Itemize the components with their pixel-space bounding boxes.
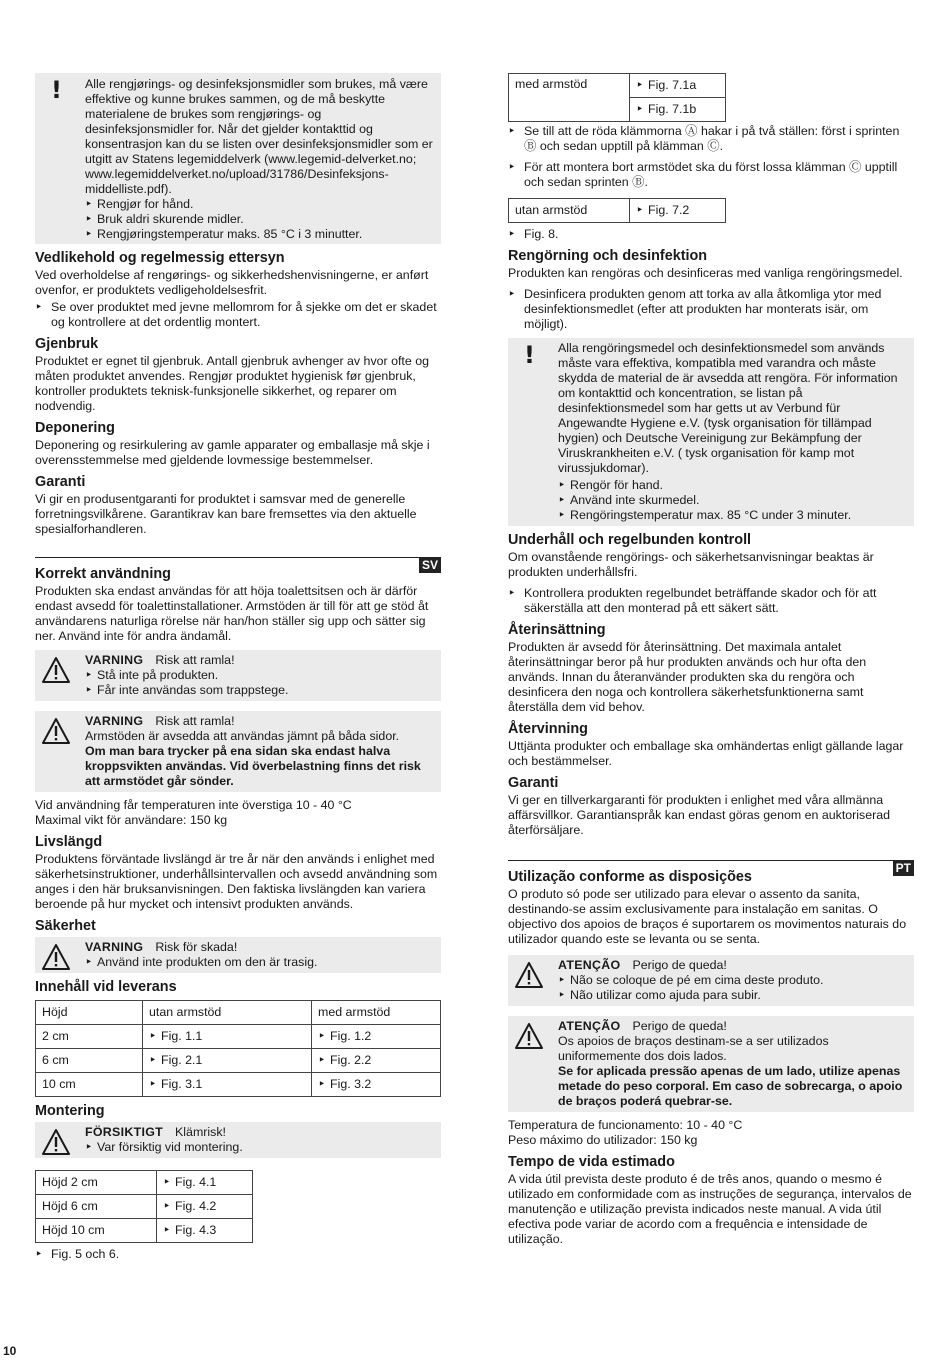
fig-ref: ‣ Fig. 7.1a <box>636 78 696 92</box>
fig-ref: ‣ Fig. 4.3 <box>163 1223 216 1237</box>
table-cell <box>143 1049 312 1073</box>
table-row <box>36 1171 253 1195</box>
warning-bullet: ‣ Använd inte produkten om den är trasig. <box>85 955 433 970</box>
warning-risk: Perigo de queda! <box>632 958 727 972</box>
fig-ref: ‣ Fig. 4.1 <box>163 1175 216 1189</box>
language-badge: SV <box>419 557 441 573</box>
delivery-table <box>35 1000 441 1097</box>
exclamation-icon: ! <box>524 341 535 369</box>
fig-ref: ‣ Fig. 3.1 <box>149 1077 202 1091</box>
max-weight-text: Maximal vikt för användare: 150 kg <box>35 813 228 827</box>
table-cell <box>157 1171 253 1195</box>
table-row <box>36 1049 441 1073</box>
section-title: Tempo de vida estimado <box>508 1154 675 1170</box>
fig-ref: ‣ Fig. 5 och 6. <box>35 1247 441 1262</box>
warning-label: VARNING <box>85 714 144 728</box>
warning-label: VARNING <box>85 653 144 667</box>
section-title: Montering <box>35 1103 105 1119</box>
fig-ref: ‣ Fig. 1.1 <box>149 1029 202 1043</box>
table-row <box>36 1073 441 1097</box>
warning-risk: Risk att ramla! <box>155 653 235 667</box>
instruction-bullet: ‣ Se till att de röda klämmorna Ⓐ hakar i på två ställen: först i sprinten Ⓑ och sedan upptill på klämman Ⓒ. <box>508 124 914 154</box>
section-title: Innehåll vid leverans <box>35 979 177 995</box>
note-bullet: ‣ Rengjøringstemperatur maks. 85 °C i 3 minutter. <box>85 227 433 242</box>
section-title: Garanti <box>508 775 559 791</box>
section-bullet: ‣ Kontrollera produkten regelbundet beträffande skador och för att säkerställa att den monterad på ett säkert sätt. <box>508 586 914 616</box>
section-text: Vi ger en tillverkargaranti för produkten i enlighet med våra allmänna affärsvillkor. Garantianspråk kan endast göras genom en auktoriserad återförsäljare. <box>508 793 891 837</box>
warning-box <box>508 1016 914 1112</box>
fig-ref: ‣ Fig. 4.2 <box>163 1199 216 1213</box>
warning-triangle-icon <box>41 1128 71 1156</box>
warning-risk: Perigo de queda! <box>632 1019 727 1033</box>
warning-bullet: ‣ Não utilizar como ajuda para subir. <box>558 988 906 1003</box>
caution-bullet: ‣ Var försiktig vid montering. <box>85 1140 433 1155</box>
warning-bold-text: Om man bara trycker på ena sidan ska endast halva kroppsvikten användas. Vid överbelastning finns det risk att armstödet går sönder. <box>85 744 421 788</box>
fig-ref: ‣ Fig. 7.1b <box>636 102 696 116</box>
warning-box <box>35 937 441 973</box>
warning-box <box>508 955 914 1006</box>
section-text: Produkten är avsedd för återinsättning. Det maximala antalet återinsättningar beror på hur produkten används och hur ofta den används. Innan du återanvänder produkten ska du rengöra och desinficera den noga och kontrollera säkerhetsfunktionerna samt återställa dem vid behov. <box>508 640 867 714</box>
table-cell <box>157 1219 253 1243</box>
note-text: Alla rengöringsmedel och desinfektionsmedel som används måste vara effektiva, kompatibla med varandra och måste skydda de material de är avsedda att rengöra. För information om kontakttid och koncentration, se listan på desinfektionsmedel som har getts ut av Verbund für Angewandte Hygiene e.V. (tysk organisation för tillämpad hygien) och Deutsche Vereinigung zur Bekämpfung der Viruskrankheiten e.V. ( tysk organisation för kamp mot virussjukdomar). <box>558 341 898 475</box>
section-title: Underhåll och regelbunden kontroll <box>508 532 752 548</box>
caution-risk: Klämrisk! <box>175 1125 226 1139</box>
warning-bold-text: Se for aplicada pressão apenas de um lado, utilize apenas metade do peso corporal. Em caso de sobrecarga, o apoio de braços poderá quebrar-se. <box>558 1064 903 1108</box>
pt-section-header <box>508 860 914 886</box>
table-row <box>36 1025 441 1049</box>
section-title: Gjenbruk <box>35 336 99 352</box>
note-bullet: ‣ Använd inte skurmedel. <box>558 493 906 508</box>
note-bullet: ‣ Bruk aldri skurende midler. <box>85 212 433 227</box>
note-text: Alle rengjørings- og desinfeksjonsmidler som brukes, må være effektive og kunne brukes sammen, og de må beskytte materialene de brukes som rengjørings- og desinfeksjonsmidler for. Når det gjelder kontakttid og konsentrasjon kan du se listen over desinfeksjonsmidler som er utgitt av Statens legemiddelverk (www.legemid-delverket.no; www.legemiddelverket.no/upload/31786/Desinfeksjons-middelliste.pdf). <box>85 77 433 196</box>
warning-box <box>35 650 441 701</box>
table-cell <box>312 1073 441 1097</box>
table-row <box>509 74 726 98</box>
section-title: Återinsättning <box>508 622 606 638</box>
warning-risk: Risk att ramla! <box>155 714 235 728</box>
table-header-row <box>36 1001 441 1025</box>
table-header-cell: Höjd <box>36 1001 143 1025</box>
section-text: Produktet er egnet til gjenbruk. Antall gjenbruk avhenger av hvor ofte og måten produktet anvendes. Rengjør produktet hygienisk før gjenbruk, kontroller produktets teknisk-funksjonelle sikkerhet, og reparer om nodvendig. <box>35 354 429 413</box>
warning-triangle-icon <box>514 961 544 989</box>
warning-bullet: ‣ Får inte användas som trappstege. <box>85 683 433 698</box>
language-badge: PT <box>893 860 914 876</box>
warning-text: Armstöden är avsedda att användas jämnt på båda sidor. <box>85 729 400 743</box>
table-row <box>509 199 726 223</box>
left-column <box>35 73 441 1262</box>
warning-risk: Risk för skada! <box>155 940 238 954</box>
sv-section-header <box>35 557 441 583</box>
table-cell: 10 cm <box>36 1073 143 1097</box>
table-cell <box>630 98 726 122</box>
temperature-text: Vid användning får temperaturen inte överstiga 10 - 40 °C <box>35 798 352 812</box>
section-text: Vi gir en produsentgaranti for produktet i samsvar med de generelle forretningsvilkårene. Garantikrav kan bare fremsettes via den aktuelle spesialforhandleren. <box>35 492 417 536</box>
warning-triangle-icon <box>41 656 71 684</box>
caution-label: FÖRSIKTIGT <box>85 1125 164 1139</box>
instruction-bullet: ‣ För att montera bort armstödet ska du först lossa klämman Ⓒ upptill och sedan sprinten Ⓑ. <box>508 160 914 190</box>
section-text: O produto só pode ser utilizado para elevar o assento da sanita, destinando-se assim exclusivamente para instalação em sanitas. O objectivo dos apoios de braços é suportarem os movimentos naturais do utilizador quando este se levanta ou se senta. <box>508 887 907 946</box>
table-cell: 6 cm <box>36 1049 143 1073</box>
table-cell <box>630 74 726 98</box>
table-cell: Höjd 6 cm <box>36 1195 157 1219</box>
section-title: Korrekt användning <box>35 566 171 582</box>
warning-label: VARNING <box>85 940 144 954</box>
mount-table <box>35 1170 253 1243</box>
sv-disinfectant-note <box>508 338 914 526</box>
warning-text: Os apoios de braços destinam-se a ser utilizados uniformemente dos dois lados. <box>558 1034 829 1063</box>
exclamation-icon: ! <box>51 76 62 104</box>
section-text: A vida útil prevista deste produto é de três anos, quando o mesmo é utilizado em conformidade com as instruções de segurança, intervalos de manutenção e utilização prevista indicados neste manual. A vida útil efectiva pode variar de acordo com a frequência e intensidade de utilização. <box>508 1172 912 1246</box>
section-text: Ved overholdelse af rengørings- og sikkerhedshenvisningerne, er anført ovenfor, er produktets vedligeholdelsesfrit. <box>35 268 429 297</box>
table-cell: med armstöd <box>509 74 630 122</box>
section-title: Säkerhet <box>35 918 96 934</box>
warning-label: ATENÇÃO <box>558 958 621 972</box>
section-title: Rengörning och desinfektion <box>508 248 708 264</box>
caution-box <box>35 1122 441 1158</box>
fig-ref: ‣ Fig. 7.2 <box>636 203 689 217</box>
table-cell <box>143 1073 312 1097</box>
section-title: Deponering <box>35 420 115 436</box>
table-header-cell: med armstöd <box>312 1001 441 1025</box>
table-cell <box>630 199 726 223</box>
table-cell <box>312 1049 441 1073</box>
section-text: Produktens förväntade livslängd är tre år när den används i enlighet med säkerhetsinstruktioner, underhållsintervallen och avsedd användning som anges i den här bruksanvisningen. Den faktiska livslängden kan variera beroende på hur mycket och intensivt produkten används. <box>35 852 438 911</box>
section-title: Återvinning <box>508 721 588 737</box>
table-cell: 2 cm <box>36 1025 143 1049</box>
table-cell: Höjd 10 cm <box>36 1219 157 1243</box>
warning-label: ATENÇÃO <box>558 1019 621 1033</box>
no-armrest-table <box>508 198 726 223</box>
fig-ref: ‣ Fig. 8. <box>508 227 914 242</box>
table-cell <box>157 1195 253 1219</box>
section-title: Utilização conforme as disposições <box>508 869 752 885</box>
temperature-text: Temperatura de funcionamento: 10 - 40 °C <box>508 1118 743 1132</box>
table-cell <box>312 1025 441 1049</box>
page-number: 10 <box>3 1344 17 1358</box>
warning-triangle-icon <box>41 943 71 971</box>
table-cell: Höjd 2 cm <box>36 1171 157 1195</box>
warning-bullet: ‣ Não se coloque de pé em cima deste produto. <box>558 973 906 988</box>
table-header-cell: utan armstöd <box>143 1001 312 1025</box>
section-text: Om ovanstående rengörings- och säkerhetsanvisningar beaktas är produkten underhållsfri. <box>508 550 874 579</box>
fig-ref: ‣ Fig. 2.2 <box>318 1053 371 1067</box>
section-text: Deponering og resirkulering av gamle apparater og emballasje må skje i overensstemmelse med gjeldende lovmessige bestemmelser. <box>35 438 430 467</box>
note-bullet: ‣ Rengör för hand. <box>558 478 906 493</box>
section-bullet: ‣ Se over produktet med jevne mellomrom for å sjekke om det er skadet og kontrollere at det ordentlig montert. <box>35 300 441 330</box>
section-bullet: ‣ Desinficera produkten genom att torka av alla åtkomliga ytor med desinfektionsmedlet (efter att produkten har monterats isär, om möjligt). <box>508 287 914 332</box>
note-bullet: ‣ Rengöringstemperatur max. 85 °C under 3 minuter. <box>558 508 906 523</box>
section-title: Vedlikehold og regelmessig ettersyn <box>35 250 285 266</box>
right-column <box>508 73 914 1247</box>
note-bullet: ‣ Rengjør for hånd. <box>85 197 433 212</box>
max-weight-text: Peso máximo do utilizador: 150 kg <box>508 1133 698 1147</box>
section-title: Livslängd <box>35 834 103 850</box>
fig-ref: ‣ Fig. 2.1 <box>149 1053 202 1067</box>
warning-triangle-icon <box>514 1022 544 1050</box>
fig-ref: ‣ Fig. 3.2 <box>318 1077 371 1091</box>
table-cell: utan armstöd <box>509 199 630 223</box>
section-text: Produkten kan rengöras och desinficeras med vanliga rengöringsmedel. <box>508 266 903 280</box>
armrest-table <box>508 73 726 122</box>
warning-bullet: ‣ Stå inte på produkten. <box>85 668 433 683</box>
section-title: Garanti <box>35 474 86 490</box>
table-row <box>36 1219 253 1243</box>
table-row <box>36 1195 253 1219</box>
section-text: Produkten ska endast användas för att höja toalettsitsen och är därför endast avsedd för toalettinstallationer. Armstöden är till för att ge stöd åt användarens naturliga rörelse när han/hon ställer sig upp och sätter sig ner. Använd inte för andra ändamål. <box>35 584 429 643</box>
warning-triangle-icon <box>41 717 71 745</box>
table-cell <box>143 1025 312 1049</box>
warning-box <box>35 711 441 792</box>
section-text: Uttjänta produkter och emballage ska omhändertas enligt gällande lagar och bestämmelser. <box>508 739 904 768</box>
no-disinfectant-note <box>35 73 441 244</box>
fig-ref: ‣ Fig. 1.2 <box>318 1029 371 1043</box>
